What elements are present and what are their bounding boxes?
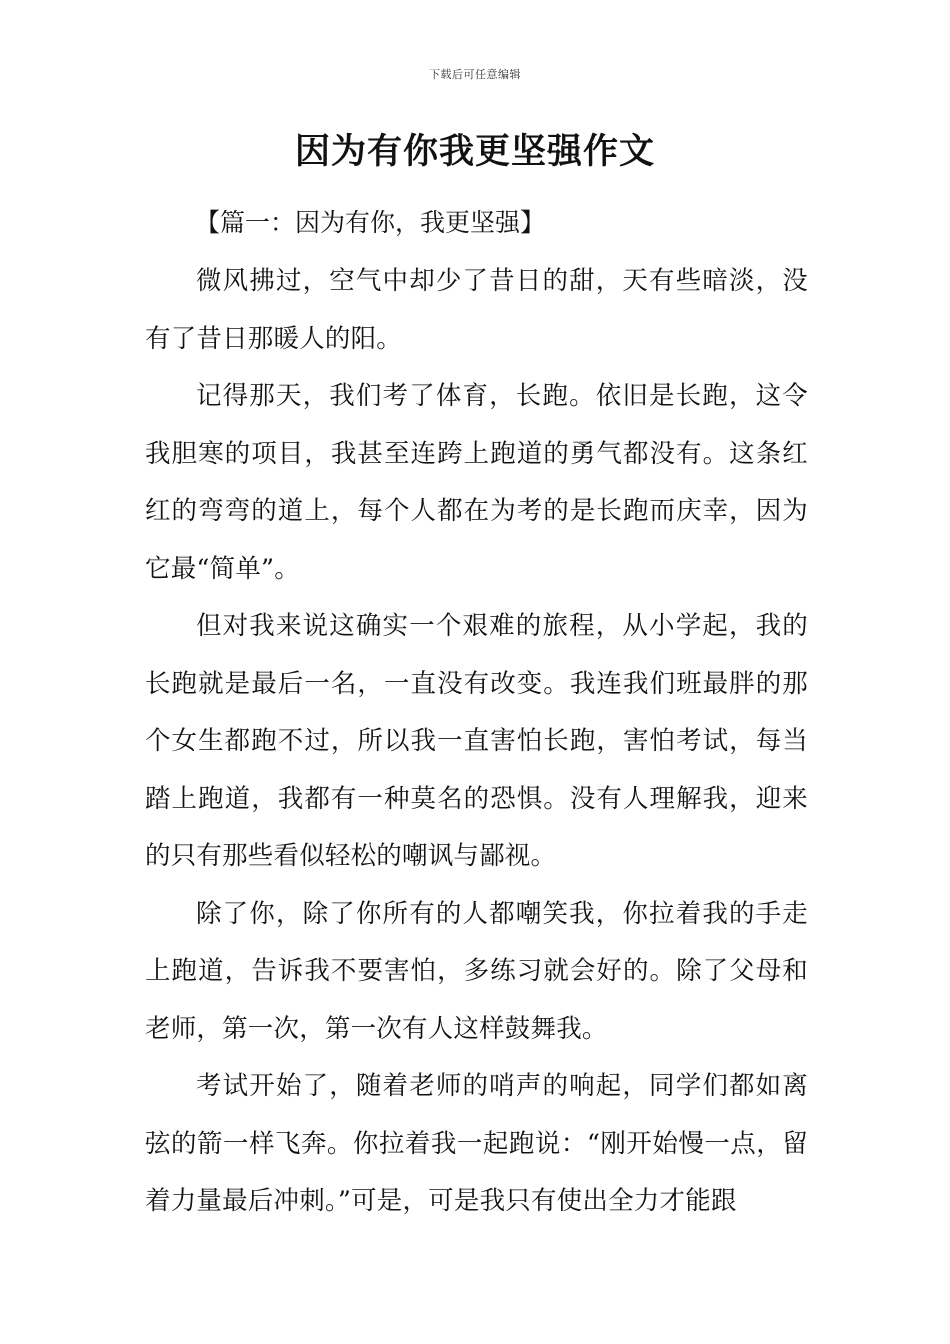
paragraph-3: 但对我来说这确实一个艰难的旅程，从小学起，我的长跑就是最后一名，一直没有改变。我连我们班最胖的那个女生都跑不过，所以我一直害怕长跑，害怕考试，每当踏上跑道，我都有一种莫名的恐惧。没有人理解我，迎来的只有那些看似轻松的嘲讽与鄙视。 xyxy=(145,611,808,871)
paragraph-5: 考试开始了，随着老师的哨声的响起，同学们都如离弦的箭一样飞奔。你拉着我一起跑说：“刚开始慢一点，留着力量最后冲刺。”可是，可是我只有使出全力才能跟 xyxy=(145,1071,808,1216)
essay-body xyxy=(145,253,808,1231)
paragraph-4: 除了你，除了你所有的人都嘲笑我，你拉着我的手走上跑道，告诉我不要害怕，多练习就会好的。除了父母和老师，第一次，第一次有人这样鼓舞我。 xyxy=(145,898,808,1044)
section-heading: 【篇一：因为有你，我更坚强】 xyxy=(195,208,546,237)
paragraph-1: 微风拂过，空气中却少了昔日的甜，天有些暗淡，没有了昔日那暖人的阳。 xyxy=(145,266,808,354)
header-note: 下载后可任意编辑 xyxy=(429,68,521,81)
document-title: 因为有你我更坚强作文 xyxy=(294,132,655,172)
paragraph-2: 记得那天，我们考了体育，长跑。依旧是长跑，这令我胆寒的项目，我甚至连跨上跑道的勇气都没有。这条红红的弯弯的道上，每个人都在为考的是长跑而庆幸，因为它最“简单”。 xyxy=(145,381,808,584)
